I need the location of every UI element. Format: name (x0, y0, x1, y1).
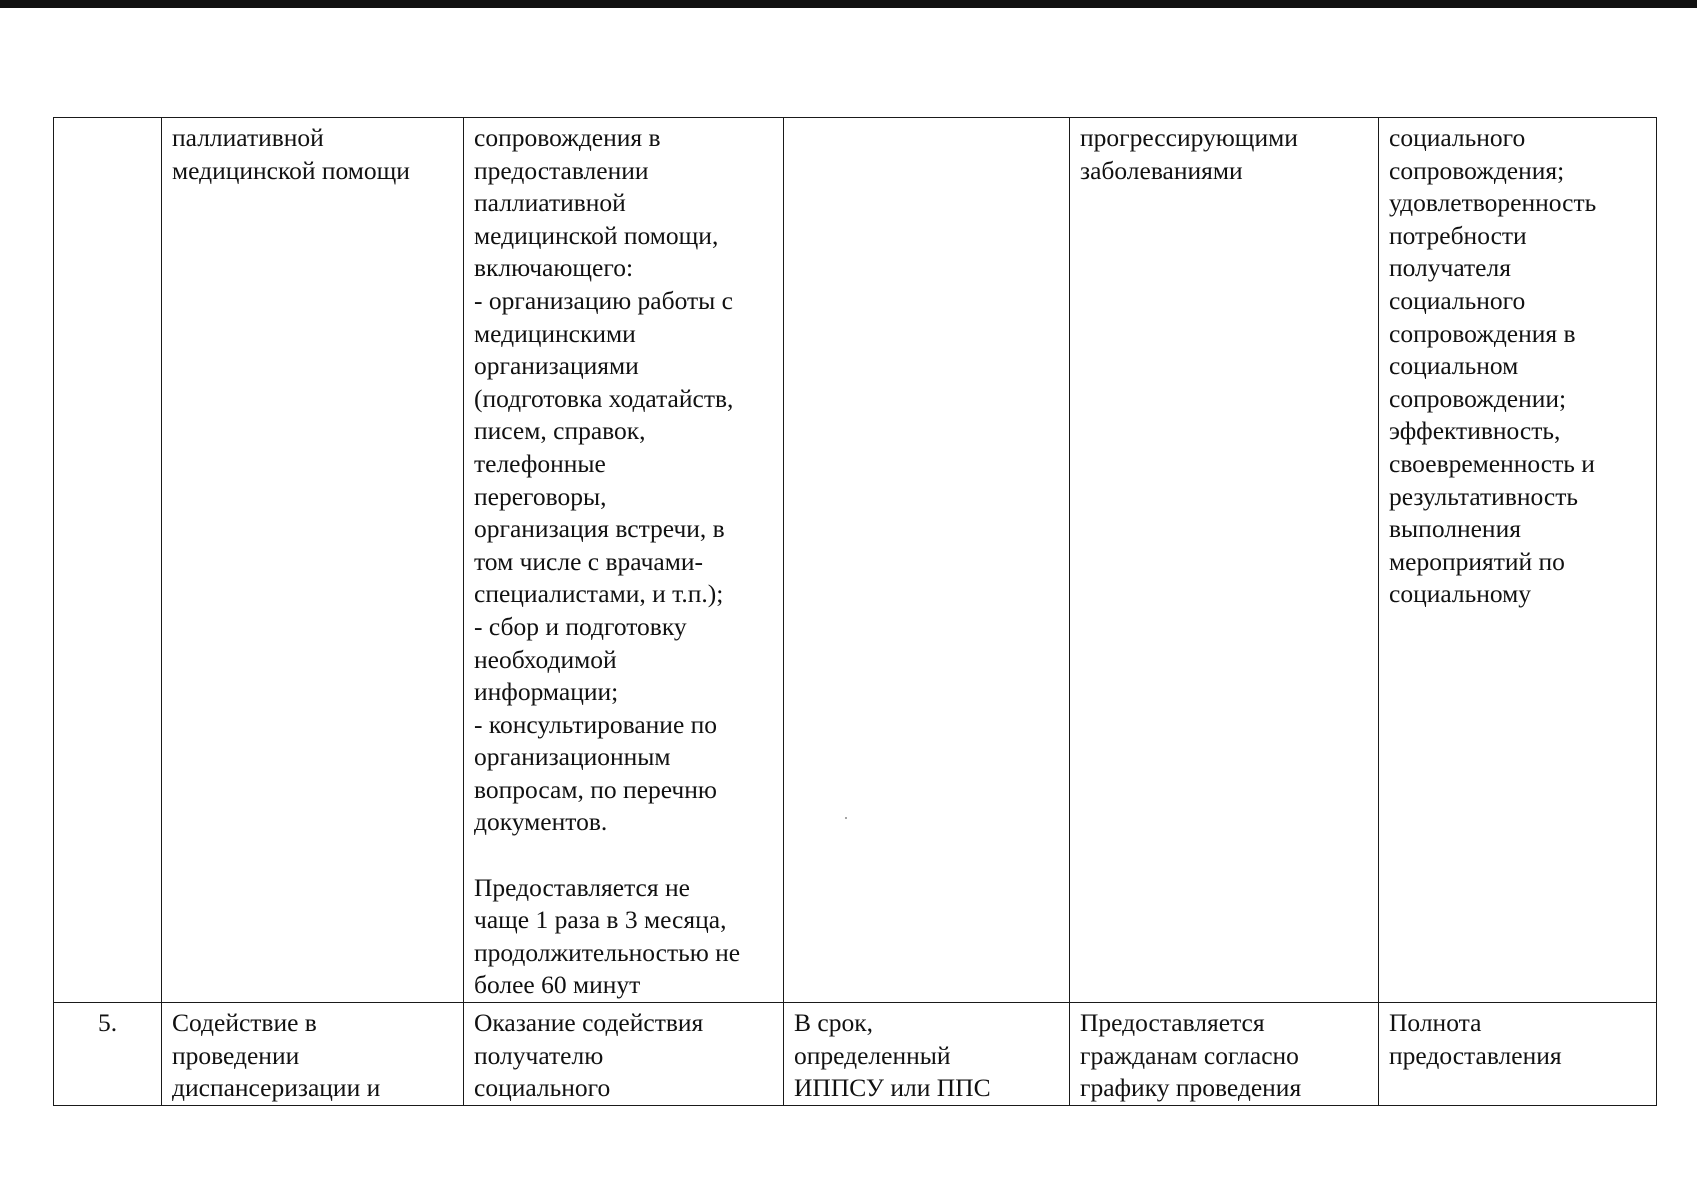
service-name-cell: Содействие в проведении диспансеризации и (162, 1003, 464, 1106)
service-indicators-cell: социального сопровождения; удовлетворенность потребности получателя социального сопровождения в социальном сопровождении; эффективность, своевременность и результативность выполнения мероприятий по социальному (1379, 118, 1657, 1003)
row-number-cell: 5. (54, 1003, 162, 1106)
table-row (54, 1003, 1657, 1106)
scan-speck (845, 817, 847, 819)
service-conditions-cell: Предоставляется гражданам согласно графику проведения (1070, 1003, 1379, 1106)
services-table (53, 117, 1657, 1106)
service-indicators-cell: Полнота предоставления (1379, 1003, 1657, 1106)
service-term-cell (784, 118, 1070, 1003)
service-conditions-cell: прогрессирующими заболеваниями (1070, 118, 1379, 1003)
service-term-cell: В срок, определенный ИППСУ или ППС (784, 1003, 1070, 1106)
page-top-border (0, 0, 1697, 8)
table-row (54, 118, 1657, 1003)
service-description-cell: Оказание содействия получателю социального (464, 1003, 784, 1106)
service-name-cell: паллиативной медицинской помощи (162, 118, 464, 1003)
service-description-cell: сопровождения в предоставлении паллиативной медицинской помощи, включающего: - организацию работы с медицинскими организациями (подготовка ходатайств, писем, справок, телефонные переговоры, организация встречи, в том числе с врачами- специалистами, и т.п.); - сбор и подготовку необходимой информации; - консультирование по организационным вопросам, по перечню документов. Предоставляется не чаще 1 раза в 3 месяца, продолжительностью не более 60 минут (464, 118, 784, 1003)
row-number-cell (54, 118, 162, 1003)
